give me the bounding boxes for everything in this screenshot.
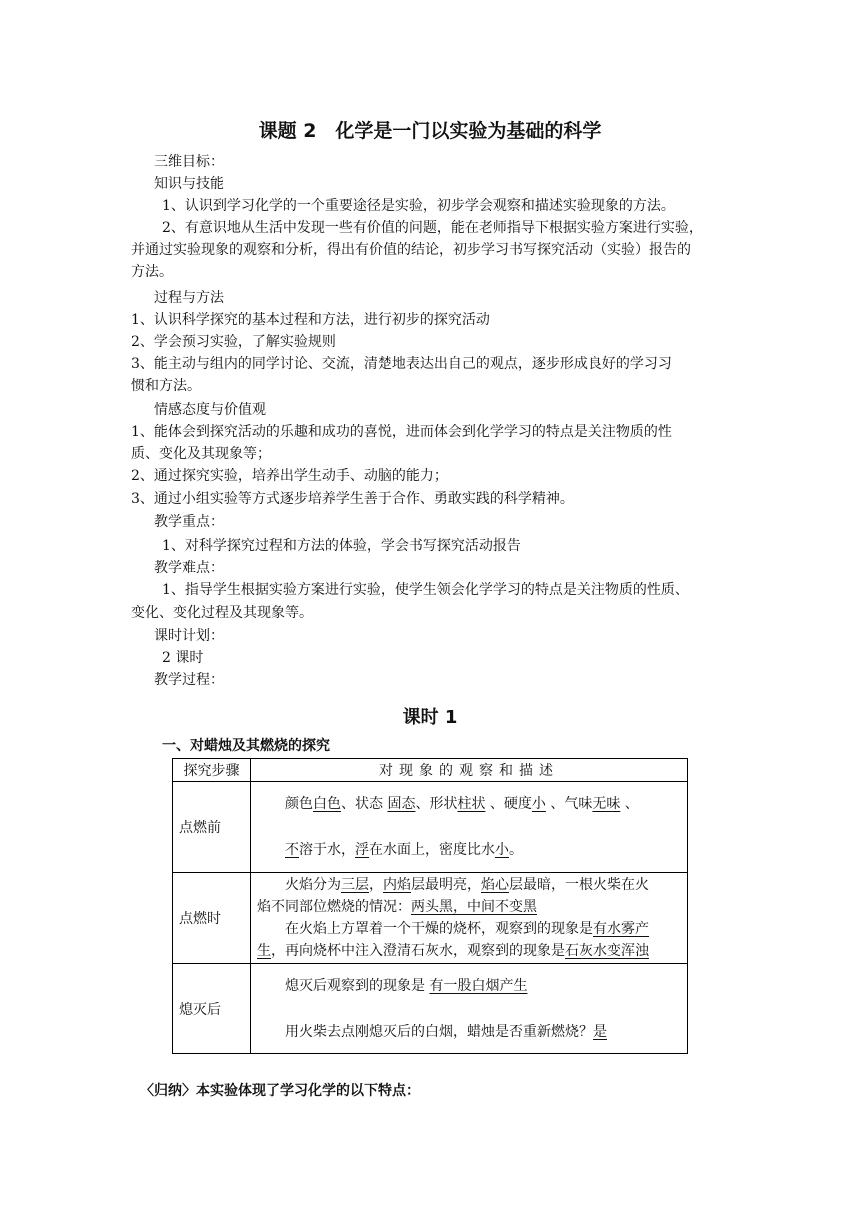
- answer-text: 柱状: [457, 796, 486, 812]
- table-row: [173, 873, 688, 964]
- text-line: 2、有意识地从生活中发现一些有价值的问题，能在老师指导下根据实验方案进行实验，: [162, 220, 703, 236]
- section-title: 课时 1: [402, 707, 458, 728]
- prompt-text: 熄灭后观察到的现象是: [285, 977, 430, 994]
- row-observation: [251, 964, 688, 1054]
- prompt-text: 在水面上，密度比水: [369, 842, 495, 858]
- answer-text: 有一股白烟产生: [429, 977, 528, 994]
- text-line: 教学过程：: [154, 672, 224, 688]
- text-line: 课时计划：: [154, 628, 224, 644]
- text-line: 1、认识科学探究的基本过程和方法，进行初步的探究活动: [131, 312, 490, 328]
- answer-text: 浮: [355, 842, 369, 858]
- answer-text: 固态: [387, 796, 416, 812]
- text-line: 并通过实验现象的观察和分析，得出有价值的结论，初步学习书写探究活动（实验）报告的: [131, 242, 691, 258]
- row-step: 熄灭后: [173, 964, 251, 1054]
- row-observation: [251, 873, 688, 964]
- answer-text: 小: [531, 796, 546, 812]
- answer-text: 白色: [313, 796, 341, 812]
- prompt-text: 层最明亮，: [411, 877, 481, 893]
- text-line: 过程与方法: [154, 290, 224, 306]
- answer-text: 生: [257, 943, 271, 959]
- answer-text: 焰心: [481, 877, 509, 893]
- text-line: 惯和方法。: [131, 378, 201, 394]
- answer-text: 无味: [592, 796, 621, 812]
- prompt-text: 、形状: [415, 796, 458, 812]
- answer-text: 不: [285, 842, 299, 858]
- prompt-text: 。: [509, 842, 523, 858]
- text-line: 方法。: [131, 264, 173, 280]
- row-observation: [251, 782, 688, 873]
- answer-text: 两头黑，中间不变黑: [411, 899, 537, 915]
- text-line: 2、通过探究实验，培养出学生动手、动脑的能力；: [131, 468, 448, 484]
- observation-line: [257, 1021, 681, 1043]
- prompt-text: 层最暗，一根火柴在火: [509, 877, 649, 893]
- text-line: 3、通过小组实验等方式逐步培养学生善于合作、勇敢实践的科学精神。: [131, 491, 574, 507]
- answer-text: 石灰水变浑浊: [565, 943, 649, 959]
- table-row: [173, 782, 688, 873]
- prompt-text: 、气味: [545, 796, 593, 812]
- experiment-table: [172, 758, 688, 1054]
- answer-text: 三层: [341, 877, 369, 893]
- answer-text: 是: [593, 1023, 607, 1040]
- row-step: 点燃前: [173, 782, 251, 873]
- prompt-text: 在火焰上方罩着一个干燥的烧杯，观察到的现象是: [285, 921, 593, 937]
- observation-line: [257, 918, 681, 940]
- header-observation: 对现象的观察和描述: [251, 759, 688, 782]
- subheading: 一、对蜡烛及其燃烧的探究: [162, 738, 330, 754]
- prompt-text: ，再向烧杯中注入澄清石灰水，观察到的现象是: [271, 943, 565, 959]
- prompt-text: 、硬度: [485, 796, 532, 812]
- prompt-text: 溶于水，: [299, 842, 355, 858]
- summary-text: 〈归纳〉本实验体现了学习化学的以下特点：: [140, 1083, 420, 1099]
- observation-line: [257, 793, 681, 815]
- text-line: 1、指导学生根据实验方案进行实验，使学生领会化学学习的特点是关注物质的性质、: [162, 582, 689, 598]
- text-line: 3、能主动与组内的同学讨论、交流，清楚地表达出自己的观点，逐步形成良好的学习习: [131, 356, 672, 372]
- observation-line: [257, 896, 681, 918]
- answer-text: 小: [495, 842, 509, 858]
- prompt-text: ，: [369, 877, 383, 893]
- text-line: 2、学会预习实验，了解实验规则: [131, 334, 336, 350]
- header-step: 探究步骤: [173, 759, 251, 782]
- observation-line: [257, 874, 681, 896]
- text-line: 知识与技能: [154, 176, 224, 192]
- row-step: 点燃时: [173, 873, 251, 964]
- text-line: 1、认识到学习化学的一个重要途径是实验，初步学会观察和描述实验现象的方法。: [162, 198, 675, 214]
- prompt-text: 颜色: [285, 796, 313, 812]
- table-row: [173, 964, 688, 1054]
- document-title: 课题 2 化学是一门以实验为基础的科学: [258, 120, 602, 142]
- text-line: 1、能体会到探究活动的乐趣和成功的喜悦，进而体会到化学学习的特点是关注物质的性: [131, 424, 672, 440]
- text-line: 教学重点：: [154, 514, 224, 530]
- text-line: 变化、变化过程及其现象等。: [131, 605, 313, 621]
- table-header-row: [173, 759, 688, 782]
- text-line: 三维目标：: [154, 154, 224, 170]
- answer-text: 有水雾产: [593, 921, 649, 937]
- text-line: 1、对科学探究过程和方法的体验，学会书写探究活动报告: [162, 538, 521, 554]
- text-line: 情感态度与价值观: [154, 402, 266, 418]
- text-line: 教学难点：: [154, 560, 224, 576]
- prompt-text: 、: [620, 796, 639, 812]
- text-line: 2 课时: [162, 650, 204, 666]
- prompt-text: 火焰分为: [285, 877, 341, 893]
- observation-line: [257, 839, 681, 861]
- observation-line: [257, 940, 681, 962]
- observation-line: [257, 975, 681, 997]
- text-line: 质、变化及其现象等；: [131, 446, 271, 462]
- prompt-text: 焰不同部位燃烧的情况：: [257, 899, 411, 915]
- prompt-text: 、状态: [341, 796, 388, 812]
- prompt-text: 用火柴去点刚熄灭后的白烟，蜡烛是否重新燃烧？: [285, 1023, 593, 1040]
- answer-text: 内焰: [383, 877, 411, 893]
